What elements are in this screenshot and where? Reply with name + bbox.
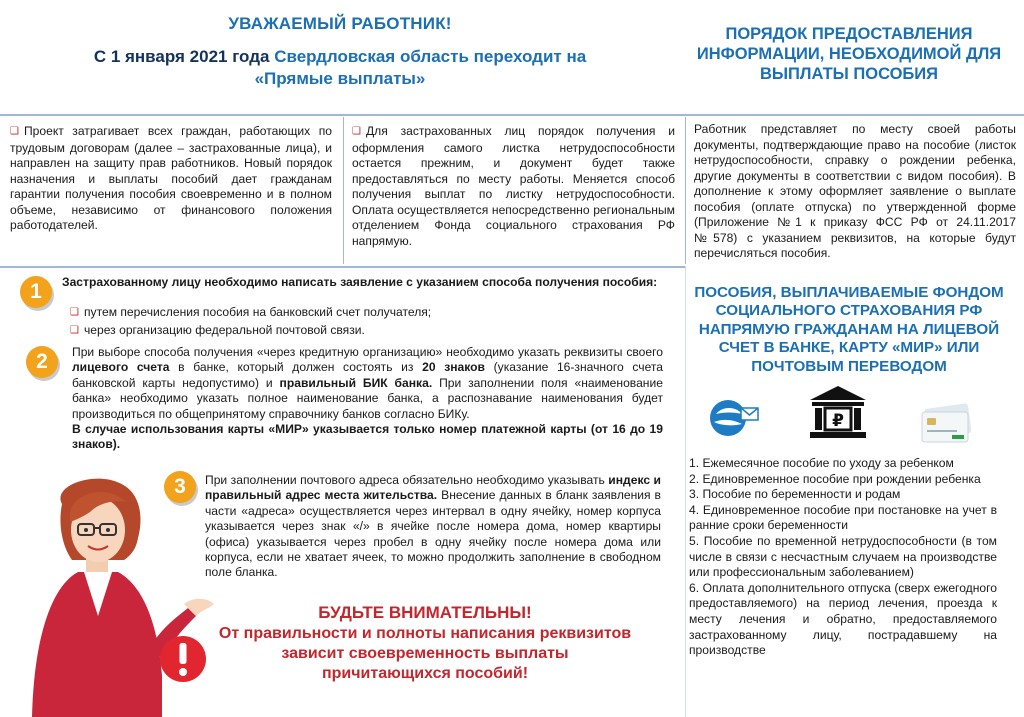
step-1-title: Застрахованному лицу необходимо написать заявление с указанием способа получения пособия: bbox=[62, 275, 658, 289]
column-1 bbox=[10, 124, 332, 234]
col-divider-1 bbox=[343, 117, 344, 264]
list-item: ❑ путем перечисления пособия на банковский счет получателя; bbox=[70, 305, 432, 319]
greeting: УВАЖАЕМЫЙ РАБОТНИК! bbox=[228, 14, 452, 33]
mir-card-note: В случае использования карты «МИР» указывается только номер платежной карты (от 16 до 19 знаков). bbox=[72, 422, 663, 452]
direct-payments-label: «Прямые выплаты» bbox=[254, 69, 426, 88]
list-item: ❑ через организацию федеральной почтовой связи. bbox=[70, 323, 365, 337]
column-2 bbox=[352, 124, 675, 249]
bank-ruble-icon bbox=[808, 384, 868, 440]
step-2-text: При выборе способа получения «через кредитную организацию» необходимо указать реквизиты своего лицевого счета в банке, который должен состоять из 20 знаков (указание 16-значного счета банковской карты недопустимо) и правильный БИК банка. При заполнении поля «наименование банка» необходимо указать полное наименование банка, а распознавание наименования будет производиться по общепринятому справочнику банков согласно БИКу. В случае использования карты «МИР» указывается только номер платежной карты (от 16 до 19 знаков). bbox=[72, 345, 664, 452]
column-3 bbox=[694, 122, 1016, 262]
list-item: 3. Пособие по беременности и родам bbox=[689, 487, 901, 502]
top-divider bbox=[0, 114, 1024, 116]
list-item: 2. Единовременное пособие при рождении ребенка bbox=[689, 471, 981, 486]
list-item: 4. Единовременное пособие при постановке на учет в ранние сроки беременности bbox=[689, 502, 997, 533]
column-3-text: Работник представляет по месту своей работы документы, подтверждающие право на пособие (листок нетрудоспособности, справку о рождении ребенка, другие документы в соответствии с видом пособия). В дополнение к этому оформляет заявление о выплате пособия (оплате отпуска) по утвержденной форме (Приложение №1 к приказу ФСС РФ от 24.11.2017 №578) с указанием реквизитов, на которые будут перечисляться пособия. bbox=[694, 122, 1016, 260]
list-item: 5. Пособие по временной нетрудоспособности (в том числе в связи с несчастным случаем на производстве или профессиональным заболеванием) bbox=[689, 533, 997, 580]
benefits-list bbox=[689, 456, 997, 659]
start-date: С 1 января 2021 года bbox=[93, 47, 270, 66]
checkbox-bullet-icon: ❑ bbox=[70, 307, 79, 318]
ruble-symbol: ₽ bbox=[832, 411, 844, 431]
step-3-badge: 3 bbox=[164, 471, 196, 503]
col-divider-2 bbox=[685, 117, 686, 264]
header-subtitle bbox=[40, 46, 640, 90]
exclamation-icon bbox=[158, 634, 208, 684]
subtitle-rest: Свердловская область переходит на bbox=[269, 47, 587, 66]
russian-post-icon bbox=[708, 396, 760, 440]
list-item: 1. Ежемесячное пособие по уходу за ребенком bbox=[689, 456, 954, 470]
warning-text: От правильности и полноты написания реквизитов зависит своевременность выплаты причитающихся пособий! bbox=[218, 625, 632, 682]
checkbox-bullet-icon: ❑ bbox=[10, 126, 19, 137]
mid-divider bbox=[0, 266, 686, 268]
step-1-list bbox=[70, 304, 650, 340]
warning-title: БУДЬТЕ ВНИМАТЕЛЬНЫ! bbox=[318, 603, 532, 622]
column-1-text: Проект затрагивает всех граждан, работающих по трудовым договорам (далее – застрахованные лица), и направлен на защиту прав работников. Новый порядок назначения и выплаты пособий дает гражданам гарантии получения пособия своевременно и в полном объеме, независимо от финансового положения работодателей. bbox=[10, 124, 332, 232]
step-1-badge: 1 bbox=[20, 276, 52, 308]
header-left bbox=[40, 14, 640, 90]
checkbox-bullet-icon: ❑ bbox=[70, 325, 79, 336]
right-divider bbox=[685, 266, 686, 717]
checkbox-bullet-icon: ❑ bbox=[352, 126, 361, 137]
benefits-heading: ПОСОБИЯ, ВЫПЛАЧИВАЕМЫЕ ФОНДОМ СОЦИАЛЬНОГО СТРАХОВАНИЯ РФ НАПРЯМУЮ ГРАЖДАНАМ НА ЛИЦЕВОЙ СЧЕТ В БАНКЕ, КАРТУ «МИР» ИЛИ ПОЧТОВЫМ ПЕРЕВОДОМ bbox=[694, 284, 1004, 375]
column-2-text: Для застрахованных лиц порядок получения и оформления самого листка нетрудоспособности остается прежним, и документ будет также предоставляться по месту работы. Меняется способ получения выплат по листку нетрудоспособности. Оплата осуществляется непосредственно региональным отделением Фонда социального страхования РФ напрямую. bbox=[352, 124, 675, 248]
step-3-text: При заполнении почтового адреса обязательно необходимо указывать индекс и правильный адрес места жительства. Внесение данных в бланк заявления в части «адреса» осуществляется через интервал в одну ячейку, номер корпуса указывается через знак «/» в ячейке после номера дома, номер квартиры (офиса) указывается через пробел в одну ячейку после номера дома или корпуса, если не хватает ячеек, то можно продолжить заполнение в свободном поле бланка. bbox=[205, 473, 661, 580]
mir-card-icon bbox=[918, 402, 978, 446]
warning-block bbox=[215, 602, 635, 684]
list-item: 6. Оплата дополнительного отпуска (сверх ежегодного предоставляемого) на период лечения, проезда к месту лечения и обратно, предоставляемого застрахованному лицу, пострадавшему на производстве bbox=[689, 580, 997, 658]
right-title: ПОРЯДОК ПРЕДОСТАВЛЕНИЯ ИНФОРМАЦИИ, НЕОБХОДИМОЙ ДЛЯ ВЫПЛАТЫ ПОСОБИЯ bbox=[696, 25, 1002, 83]
step-2-badge: 2 bbox=[26, 346, 58, 378]
